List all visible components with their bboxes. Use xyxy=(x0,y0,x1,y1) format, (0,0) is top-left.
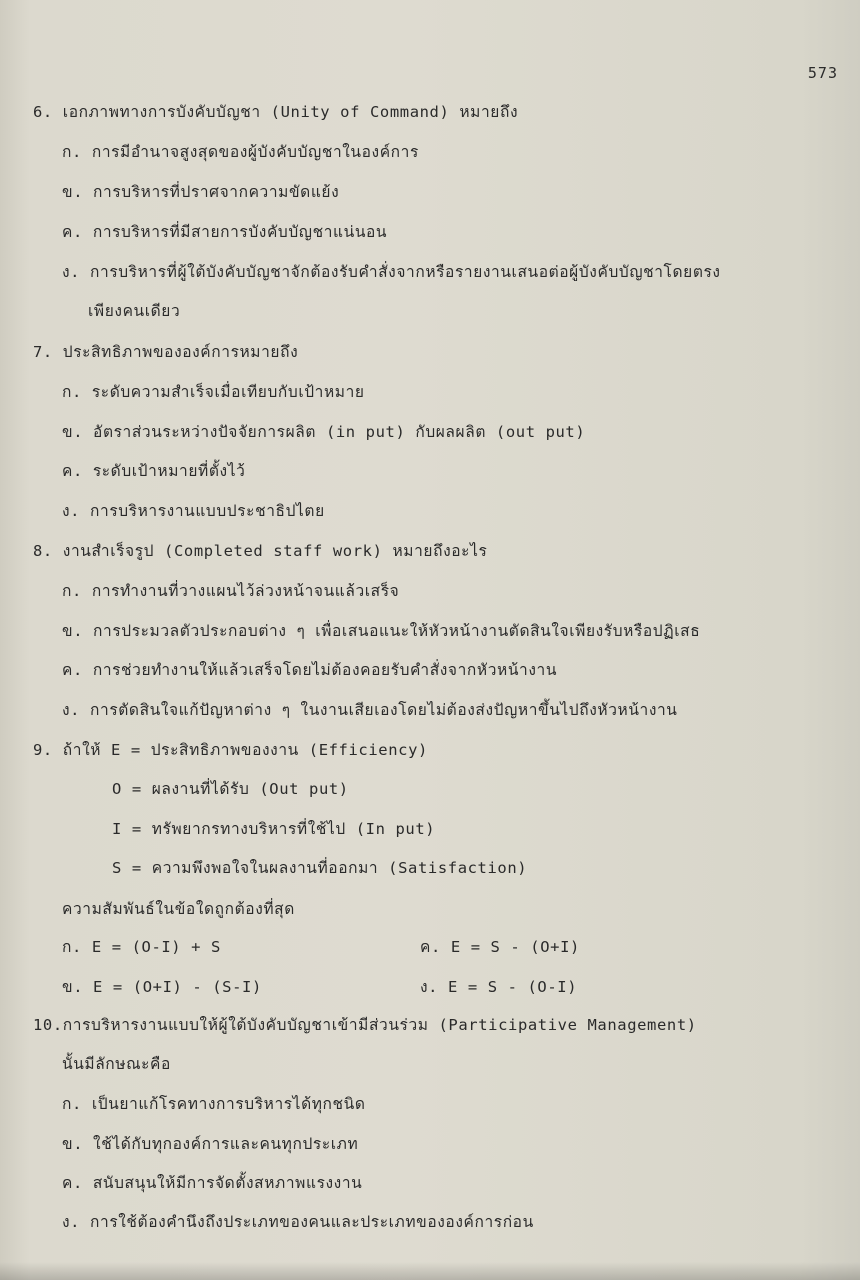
question-6-stem: 6. เอกภาพทางการบังคับบัญชา (Unity of Command) หมายถึง xyxy=(33,103,519,121)
question-6-choice-a: ก. การมีอำนาจสูงสุดของผู้บังคับบัญชาในองค์การ xyxy=(62,143,419,161)
question-10-choice-b: ข. ใช้ได้กับทุกองค์การและคนทุกประเภท xyxy=(62,1135,359,1153)
question-6-choice-d: ง. การบริหารที่ผู้ใต้บังคับบัญชาจักต้องรับคำสั่งจากหรือรายงานเสนอต่อผู้บังคับบัญชาโดยตรง xyxy=(62,263,721,281)
question-8-choice-a: ก. การทำงานที่วางแผนไว้ล่วงหน้าจนแล้วเสร็จ xyxy=(62,582,400,600)
question-8-choice-c: ค. การช่วยทำงานให้แล้วเสร็จโดยไม่ต้องคอยรับคำสั่งจากหัวหน้างาน xyxy=(62,661,558,679)
question-9-definition-i: I = ทรัพยากรทางบริหารที่ใช้ไป (In put) xyxy=(112,820,436,838)
question-9-choice-c: ค. E = S - (O+I) xyxy=(420,938,580,956)
question-9-choice-a: ก. E = (O-I) + S xyxy=(62,938,221,956)
question-7-choice-a: ก. ระดับความสำเร็จเมื่อเทียบกับเป้าหมาย xyxy=(62,383,365,401)
question-10-choice-a: ก. เป็นยาแก้โรคทางการบริหารได้ทุกชนิด xyxy=(62,1095,366,1113)
question-9-prompt: ความสัมพันธ์ในข้อใดถูกต้องที่สุด xyxy=(62,900,295,918)
question-9-definition-o: O = ผลงานที่ได้รับ (Out put) xyxy=(112,780,349,798)
question-9-definition-s: S = ความพึงพอใจในผลงานที่ออกมา (Satisfaction) xyxy=(112,859,528,877)
question-6-choice-c: ค. การบริหารที่มีสายการบังคับบัญชาแน่นอน xyxy=(62,223,388,241)
question-7-choice-c: ค. ระดับเป้าหมายที่ตั้งไว้ xyxy=(62,462,246,480)
question-7-stem: 7. ประสิทธิภาพขององค์การหมายถึง xyxy=(33,343,299,361)
page-number: 573 xyxy=(807,64,838,82)
question-10-stem: 10.การบริหารงานแบบให้ผู้ใต้บังคับบัญชาเข้ามีส่วนร่วม (Participative Management) xyxy=(33,1016,697,1034)
question-8-choice-d: ง. การตัดสินใจแก้ปัญหาต่าง ๆ ในงานเสียเองโดยไม่ต้องส่งปัญหาขึ้นไปถึงหัวหน้างาน xyxy=(62,701,678,719)
question-10-choice-c: ค. สนับสนุนให้มีการจัดตั้งสหภาพแรงงาน xyxy=(62,1174,363,1192)
question-10-choice-d: ง. การใช้ต้องคำนึงถึงประเภทของคนและประเภทขององค์การก่อน xyxy=(62,1213,534,1231)
question-7-choice-b: ข. อัตราส่วนระหว่างปัจจัยการผลิต (in put) กับผลผลิต (out put) xyxy=(62,423,586,441)
question-7-choice-d: ง. การบริหารงานแบบประชาธิปไตย xyxy=(62,502,325,520)
question-6-choice-d-continued: เพียงคนเดียว xyxy=(88,302,181,320)
question-6-choice-b: ข. การบริหารที่ปราศจากความขัดแย้ง xyxy=(62,183,340,201)
question-10-stem-continued: นั้นมีลักษณะคือ xyxy=(62,1055,171,1073)
question-8-stem: 8. งานสำเร็จรูป (Completed staff work) หมายถึงอะไร xyxy=(33,542,488,560)
question-8-choice-b: ข. การประมวลตัวประกอบต่าง ๆ เพื่อเสนอแนะให้หัวหน้างานตัดสินใจเพียงรับหรือปฏิเสธ xyxy=(62,622,701,640)
question-9-choice-d: ง. E = S - (O-I) xyxy=(420,978,578,996)
question-9-stem: 9. ถ้าให้ E = ประสิทธิภาพของงาน (Efficiency) xyxy=(33,741,428,759)
page-bottom-shadow xyxy=(0,1262,860,1280)
question-9-choice-b: ข. E = (O+I) - (S-I) xyxy=(62,978,262,996)
